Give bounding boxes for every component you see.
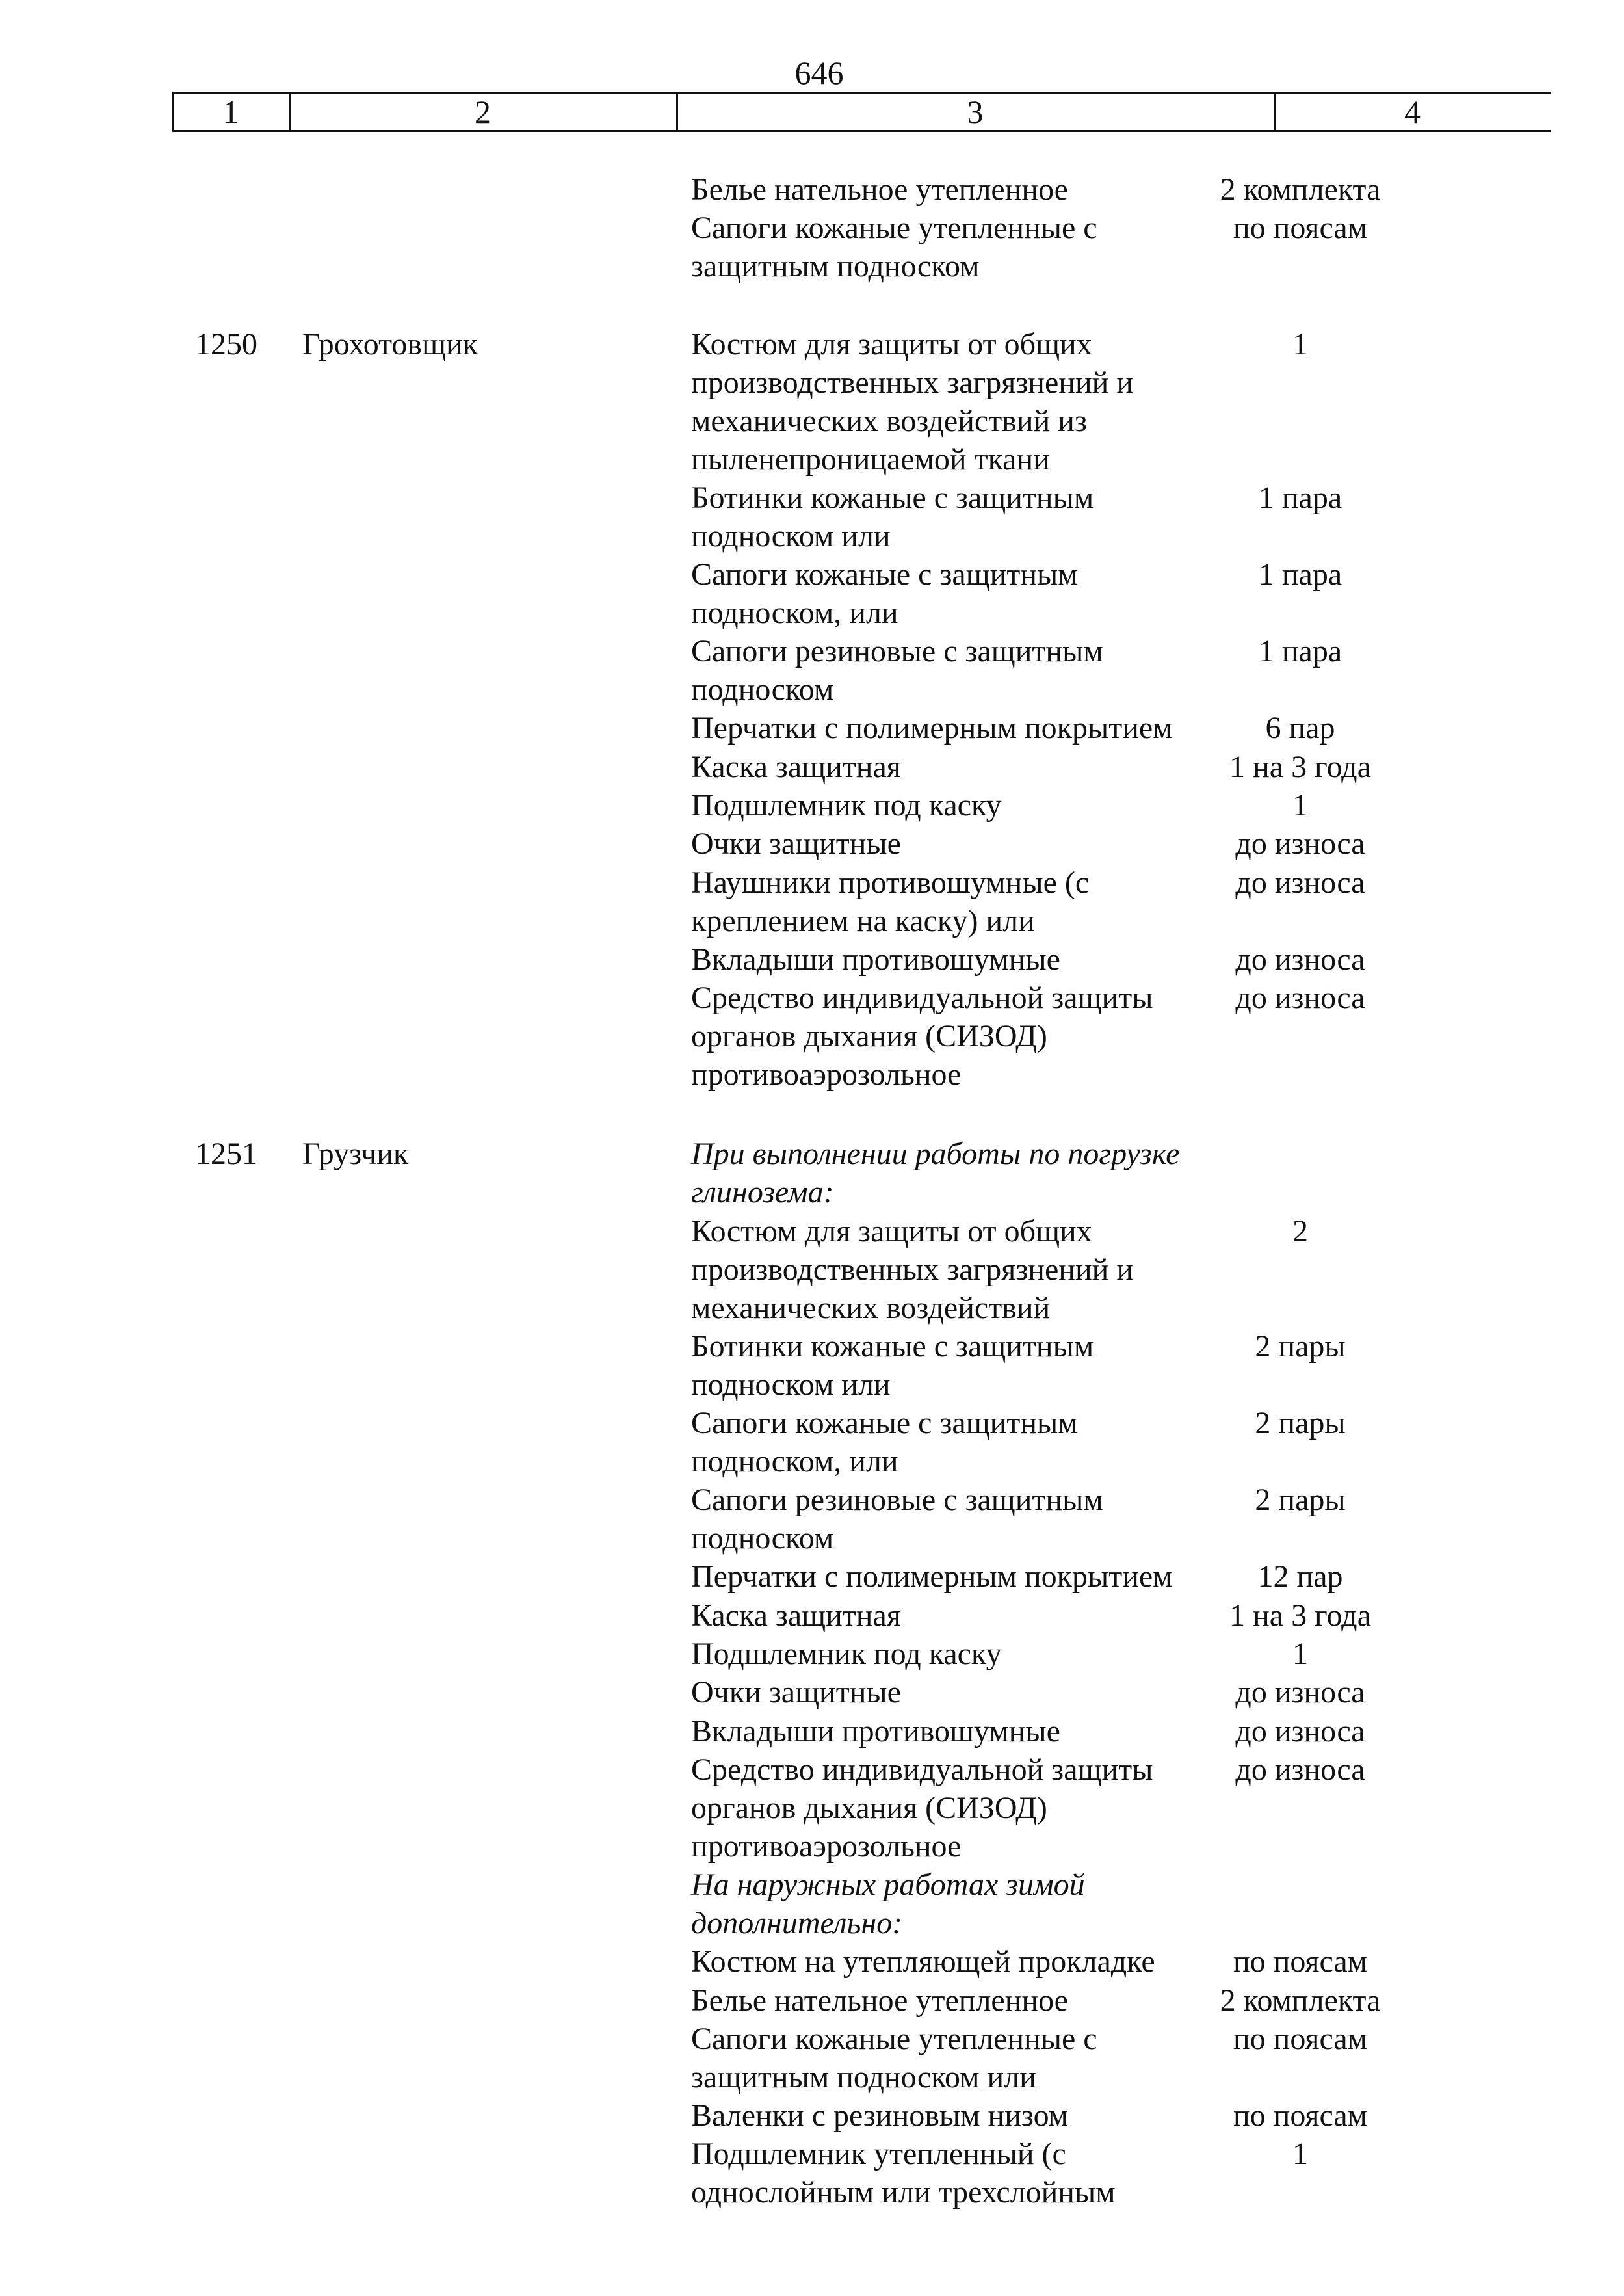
issue-norm: 2 комплекта [1220, 1983, 1381, 2018]
ppe-item: органов дыхания (СИЗОД) [691, 1791, 1047, 1825]
issue-norm: 6 пар [1265, 711, 1335, 745]
ppe-item: однослойным или трехслойным [691, 2175, 1116, 2210]
condition-note: дополнительно: [691, 1906, 903, 1940]
ppe-item: Каска защитная [691, 750, 901, 784]
header-col-2: 2 [475, 94, 491, 130]
ppe-item: Костюм для защиты от общих [691, 327, 1092, 362]
ppe-item: Сапоги кожаные с защитным [691, 1406, 1078, 1440]
ppe-item: Сапоги кожаные утепленные с [691, 211, 1097, 245]
issue-norm: по поясам [1233, 2022, 1368, 2056]
ppe-item: Белье нательное утепленное [691, 172, 1068, 207]
issue-norm: 2 пары [1255, 1329, 1346, 1364]
ppe-item: подноском или [691, 519, 891, 553]
ppe-item: Сапоги кожаные с защитным [691, 557, 1078, 592]
issue-norm: 2 комплекта [1220, 172, 1381, 207]
issue-norm: 2 пары [1255, 1483, 1346, 1517]
issue-norm: 1 пара [1258, 557, 1342, 592]
row-number: 1251 [195, 1137, 257, 1171]
header-col-3: 3 [967, 94, 984, 130]
ppe-item: подноском, или [691, 1444, 898, 1479]
issue-norm: 1 [1292, 2137, 1308, 2171]
ppe-item: Сапоги резиновые с защитным [691, 1483, 1103, 1517]
ppe-item: механических воздействий [691, 1291, 1051, 1325]
ppe-item: органов дыхания (СИЗОД) [691, 1019, 1047, 1053]
ppe-item: производственных загрязнений и [691, 1252, 1134, 1287]
ppe-item: Перчатки с полимерным покрытием [691, 711, 1173, 745]
ppe-item: защитным подноском [691, 249, 980, 284]
issue-norm: по поясам [1233, 2098, 1368, 2133]
profession-name: Грузчик [302, 1137, 409, 1171]
table-header [172, 92, 1551, 132]
condition-note: На наружных работах зимой [691, 1867, 1085, 1902]
issue-norm: по поясам [1233, 1944, 1368, 1979]
ppe-item: Каска защитная [691, 1598, 901, 1633]
ppe-item: Ботинки кожаные с защитным [691, 1329, 1094, 1364]
ppe-item: Средство индивидуальной защиты [691, 981, 1153, 1015]
ppe-item: подноском или [691, 1367, 891, 1402]
ppe-item: Валенки с резиновым низом [691, 2098, 1069, 2133]
ppe-item: Подшлемник утепленный (с [691, 2137, 1066, 2171]
ppe-item: противоаэрозольное [691, 1057, 962, 1092]
issue-norm: до износа [1235, 981, 1365, 1015]
ppe-item: Вкладыши противошумные [691, 942, 1060, 977]
ppe-item: Костюм на утепляющей прокладке [691, 1944, 1155, 1979]
issue-norm: до износа [1235, 1714, 1365, 1748]
header-divider [289, 92, 291, 132]
issue-norm: 12 пар [1257, 1559, 1343, 1594]
row-number: 1250 [195, 327, 257, 362]
issue-norm: 1 пара [1258, 481, 1342, 515]
issue-norm: до износа [1235, 1675, 1365, 1709]
ppe-item: подноском, или [691, 596, 898, 630]
ppe-item: Костюм для защиты от общих [691, 1214, 1092, 1248]
ppe-item: Сапоги кожаные утепленные с [691, 2022, 1097, 2056]
ppe-item: производственных загрязнений и [691, 365, 1134, 400]
issue-norm: по поясам [1233, 211, 1368, 245]
header-divider [172, 92, 174, 132]
ppe-item: подноском [691, 672, 834, 707]
ppe-item: Средство индивидуальной защиты [691, 1752, 1153, 1787]
issue-norm: до износа [1235, 942, 1365, 977]
ppe-item: Сапоги резиновые с защитным [691, 634, 1103, 668]
ppe-item: механических воздействий из [691, 404, 1087, 438]
ppe-item: Перчатки с полимерным покрытием [691, 1559, 1173, 1594]
header-divider [1274, 92, 1276, 132]
issue-norm: 2 [1292, 1214, 1308, 1248]
issue-norm: 1 [1292, 788, 1308, 823]
condition-note: глинозема: [691, 1175, 834, 1209]
ppe-item: Вкладыши противошумные [691, 1714, 1060, 1748]
ppe-item: Очки защитные [691, 826, 901, 861]
issue-norm: до износа [1235, 1752, 1365, 1787]
issue-norm: 1 [1292, 327, 1308, 362]
issue-norm: 1 на 3 года [1229, 750, 1371, 784]
issue-norm: 1 на 3 года [1229, 1598, 1371, 1633]
ppe-item: противоаэрозольное [691, 1829, 962, 1864]
condition-note: При выполнении работы по погрузке [691, 1137, 1180, 1171]
ppe-item: подноском [691, 1521, 834, 1555]
ppe-item: пыленепроницаемой ткани [691, 442, 1050, 477]
ppe-item: Подшлемник под каску [691, 788, 1002, 823]
issue-norm: до износа [1235, 826, 1365, 861]
ppe-item: Наушники противошумные (с [691, 865, 1090, 900]
ppe-item: Очки защитные [691, 1675, 901, 1709]
profession-name: Грохотовщик [302, 327, 478, 362]
ppe-item: креплением на каску) или [691, 904, 1035, 938]
ppe-item: Подшлемник под каску [691, 1637, 1002, 1671]
header-col-4: 4 [1404, 94, 1421, 130]
issue-norm: 1 пара [1258, 634, 1342, 668]
issue-norm: 1 [1292, 1637, 1308, 1671]
ppe-item: защитным подноском или [691, 2060, 1036, 2094]
header-col-1: 1 [222, 94, 239, 130]
ppe-item: Ботинки кожаные с защитным [691, 481, 1094, 515]
ppe-item: Белье нательное утепленное [691, 1983, 1068, 2018]
page-number: 646 [794, 55, 844, 91]
issue-norm: 2 пары [1255, 1406, 1346, 1440]
issue-norm: до износа [1235, 865, 1365, 900]
header-divider [676, 92, 678, 132]
